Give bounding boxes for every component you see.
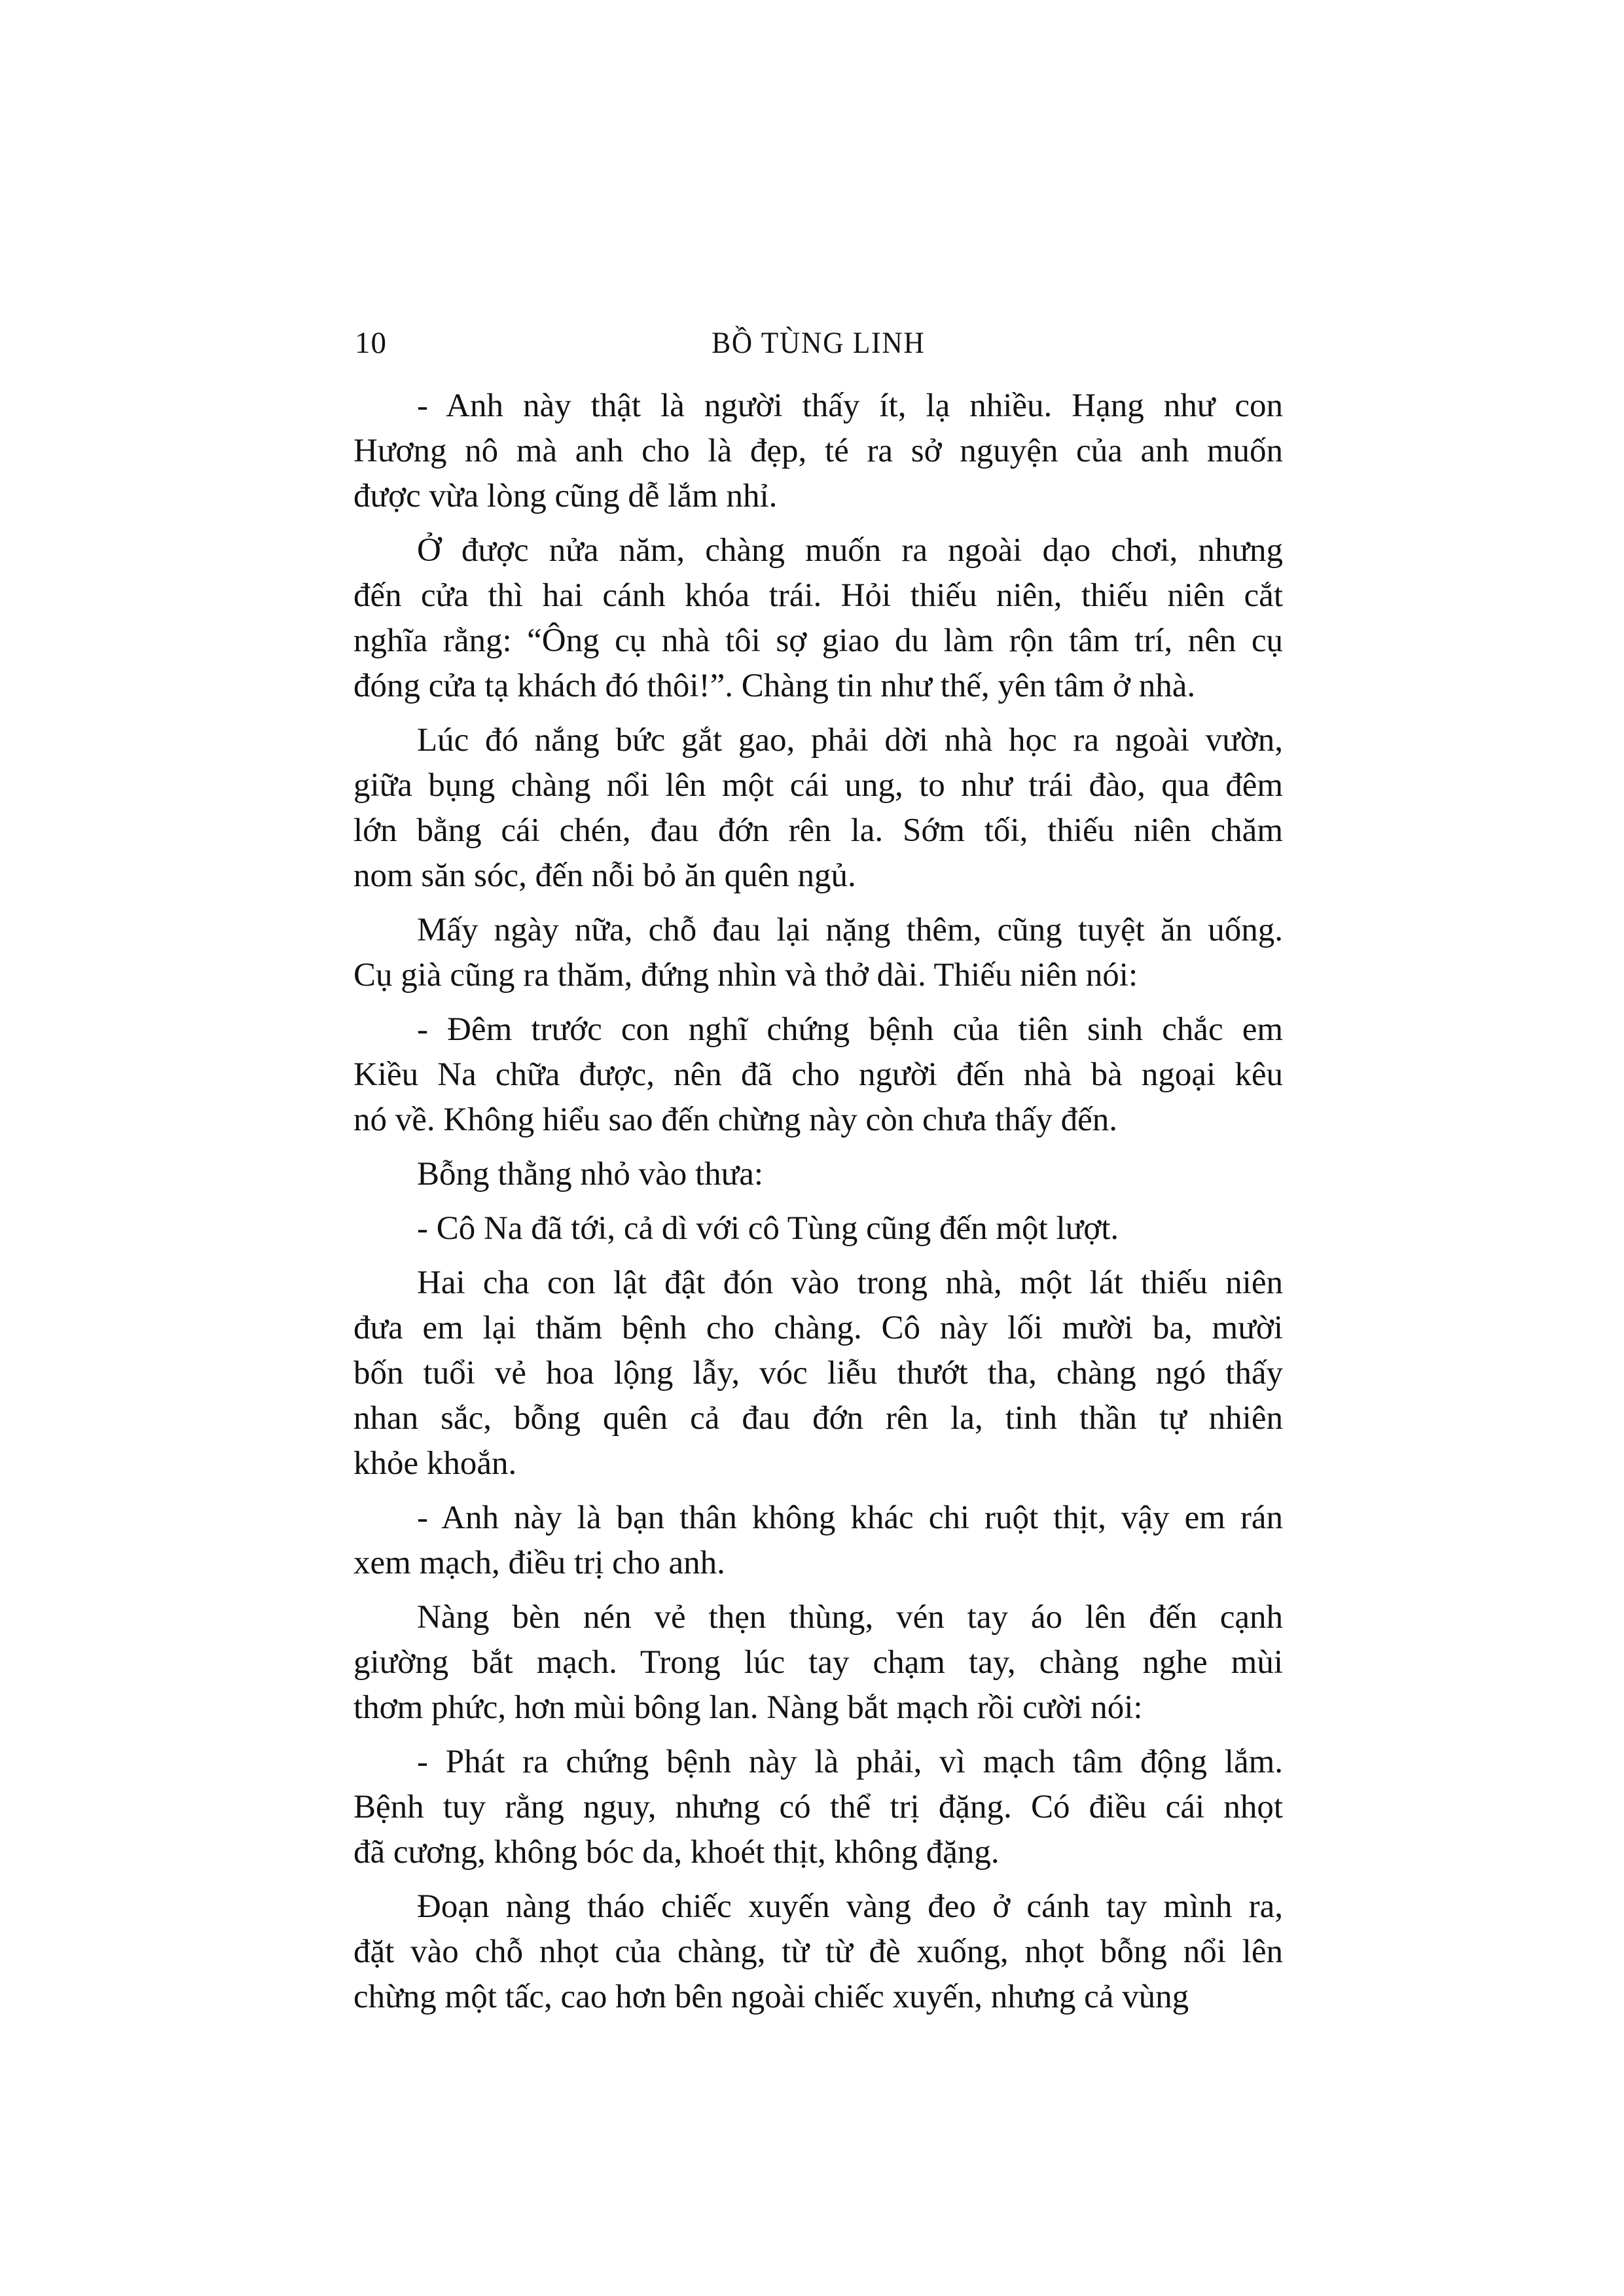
text-line: đặt vào chỗ nhọt của chàng, từ từ đè xuống, nhọt bỗng nổi lên xyxy=(353,1933,1283,1970)
text-line: Bỗng thằng nhỏ vào thưa: xyxy=(417,1156,764,1193)
text-line: Cụ già cũng ra thăm, đứng nhìn và thở dài. Thiếu niên nói: xyxy=(353,957,1138,994)
page-header xyxy=(353,323,1283,363)
page-number: 10 xyxy=(355,326,387,360)
text-line: nom săn sóc, đến nỗi bỏ ăn quên ngủ. xyxy=(353,857,856,894)
paragraph xyxy=(353,718,1283,899)
text-line: lớn bằng cái chén, đau đớn rên la. Sớm tối, thiếu niên chăm xyxy=(353,812,1283,849)
text-line: Bệnh tuy rằng nguy, nhưng có thể trị đặng. Có điều cái nhọt xyxy=(353,1789,1283,1825)
text-line: giữa bụng chàng nổi lên một cái ung, to như trái đào, qua đêm xyxy=(353,767,1283,804)
text-line: Lúc đó nắng bức gắt gao, phải dời nhà học ra ngoài vườn, xyxy=(417,722,1283,759)
paragraph xyxy=(353,1884,1283,2020)
text-line: Hương nô mà anh cho là đẹp, té ra sở nguyện của anh muốn xyxy=(353,433,1283,469)
paragraph xyxy=(353,908,1283,998)
text-line: - Đêm trước con nghĩ chứng bệnh của tiên sinh chắc em xyxy=(417,1011,1283,1048)
text-line: - Cô Na đã tới, cả dì với cô Tùng cũng đến một lượt. xyxy=(417,1210,1119,1247)
text-line: - Anh này thật là người thấy ít, lạ nhiều. Hạng như con xyxy=(417,387,1283,424)
paragraph xyxy=(353,1152,1283,1197)
text-line: đã cương, không bóc da, khoét thịt, không đặng. xyxy=(353,1834,1000,1871)
paragraph xyxy=(353,1206,1283,1251)
paragraph xyxy=(353,1740,1283,1875)
text-line: nghĩa rằng: “Ông cụ nhà tôi sợ giao du làm rộn tâm trí, nên cụ xyxy=(353,622,1283,659)
text-line: đưa em lại thăm bệnh cho chàng. Cô này lối mười ba, mười xyxy=(353,1310,1283,1346)
text-line: nó về. Không hiểu sao đến chừng này còn chưa thấy đến. xyxy=(353,1102,1118,1138)
text-line: Đoạn nàng tháo chiếc xuyến vàng đeo ở cánh tay mình ra, xyxy=(417,1888,1283,1925)
text-line: Mấy ngày nữa, chỗ đau lại nặng thêm, cũng tuyệt ăn uống. xyxy=(417,912,1283,948)
paragraph xyxy=(353,1261,1283,1486)
text-line: chừng một tấc, cao hơn bên ngoài chiếc xuyến, nhưng cả vùng xyxy=(353,1979,1189,2015)
text-line: bốn tuổi vẻ hoa lộng lẫy, vóc liễu thướt tha, chàng ngó thấy xyxy=(353,1355,1283,1391)
text-line: - Phát ra chứng bệnh này là phải, vì mạch tâm động lắm. xyxy=(417,1744,1283,1780)
paragraph xyxy=(353,1595,1283,1731)
text-line: thơm phức, hơn mùi bông lan. Nàng bắt mạch rồi cười nói: xyxy=(353,1689,1143,1726)
text-line: khỏe khoắn. xyxy=(353,1445,517,1482)
paragraph xyxy=(353,384,1283,519)
text-line: giường bắt mạch. Trong lúc tay chạm tay, chàng nghe mùi xyxy=(353,1644,1283,1681)
paragraph xyxy=(353,528,1283,709)
text-line: đến cửa thì hai cánh khóa trái. Hỏi thiếu niên, thiếu niên cắt xyxy=(353,577,1283,614)
text-line: Nàng bèn nén vẻ thẹn thùng, vén tay áo lên đến cạnh xyxy=(417,1599,1283,1636)
text-line: xem mạch, điều trị cho anh. xyxy=(353,1545,725,1581)
text-line: nhan sắc, bỗng quên cả đau đớn rên la, tinh thần tự nhiên xyxy=(353,1400,1283,1437)
running-title: BỒ TÙNG LINH xyxy=(711,326,926,360)
text-line: Hai cha con lật đật đón vào trong nhà, một lát thiếu niên xyxy=(417,1265,1283,1301)
paragraph xyxy=(353,1007,1283,1143)
body-text xyxy=(353,384,1283,2020)
text-line: Ở được nửa năm, chàng muốn ra ngoài dạo chơi, nhưng xyxy=(417,532,1283,569)
text-line: đóng cửa tạ khách đó thôi!”. Chàng tin như thế, yên tâm ở nhà. xyxy=(353,668,1196,704)
paragraph xyxy=(353,1496,1283,1586)
text-line: Kiều Na chữa được, nên đã cho người đến nhà bà ngoại kêu xyxy=(353,1056,1283,1093)
text-line: - Anh này là bạn thân không khác chi ruột thịt, vậy em rán xyxy=(417,1499,1283,1536)
text-line: được vừa lòng cũng dễ lắm nhỉ. xyxy=(353,478,778,514)
